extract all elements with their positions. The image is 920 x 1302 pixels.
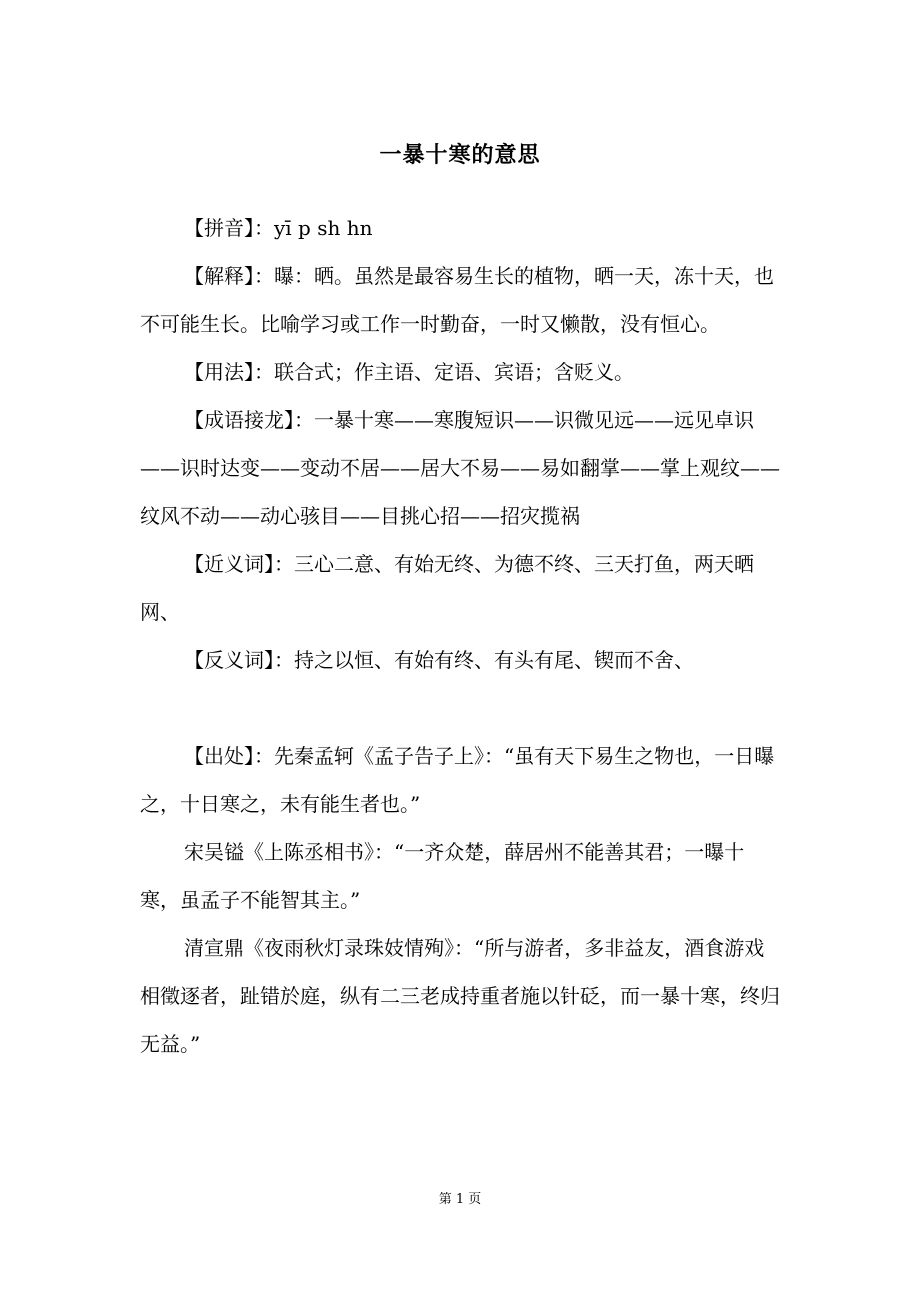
- paragraph-label: 【拼音】: [184, 216, 254, 240]
- paragraph-quote-song: [140, 828, 780, 924]
- paragraph-label: 【出处】: [184, 744, 254, 768]
- paragraph-pinyin: [140, 204, 780, 252]
- paragraph-idiom-chain: [140, 396, 780, 540]
- paragraph-text: 清宣鼎《夜雨秋灯录珠妓情殉》：“所与游者，多非益友，酒食游戏相徵逐者，趾错於庭，纵有二三老成持重者施以针砭，而一暴十寒，终归无益。”: [140, 936, 780, 1056]
- paragraph-label: 【反义词】: [184, 648, 274, 672]
- paragraph-text: ：三心二意、有始无终、为德不终、三天打鱼，两天晒网、: [140, 552, 754, 624]
- paragraph-label: 【解释】: [184, 264, 254, 288]
- paragraph-text: ：先秦孟轲《孟子告子上》：“虽有天下易生之物也，一日曝之，十日寒之，未有能生者也。”: [140, 744, 775, 816]
- paragraph-explanation: [140, 252, 780, 348]
- paragraph-text: ：yī p sh hn: [254, 216, 373, 240]
- page-number: 第 1 页: [438, 1192, 482, 1207]
- paragraph-label: 【用法】: [184, 360, 254, 384]
- document-body: [140, 204, 780, 1068]
- paragraph-synonyms: [140, 540, 780, 636]
- paragraph-text: ：曝：晒。虽然是最容易生长的植物，晒一天，冻十天，也不可能生长。比喻学习或工作一时勤奋，一时又懒散，没有恒心。: [140, 264, 774, 336]
- paragraph-text: ：一暴十寒——寒腹短识——识微见远——远见卓识——识时达变——变动不居——居大不易——易如翻掌——掌上观纹——纹风不动——动心骇目——目挑心招——招灾揽祸: [140, 408, 780, 528]
- paragraph-text: ：联合式；作主语、定语、宾语；含贬义。: [254, 360, 634, 384]
- paragraph-text: ：持之以恒、有始有终、有头有尾、锲而不舍、: [274, 648, 694, 672]
- paragraph-label: 【近义词】: [184, 552, 274, 576]
- paragraph-antonyms: [140, 636, 780, 684]
- paragraph-label: 【成语接龙】: [184, 408, 294, 432]
- paragraph-source: [140, 732, 780, 828]
- paragraph-quote-qing: [140, 924, 780, 1068]
- paragraph-usage: [140, 348, 780, 396]
- paragraph-text: 宋吴镒《上陈丞相书》：“一齐众楚，薛居州不能善其君；一曝十寒，虽孟子不能智其主。”: [140, 840, 745, 912]
- document-title: 一暴十寒的意思: [379, 143, 541, 168]
